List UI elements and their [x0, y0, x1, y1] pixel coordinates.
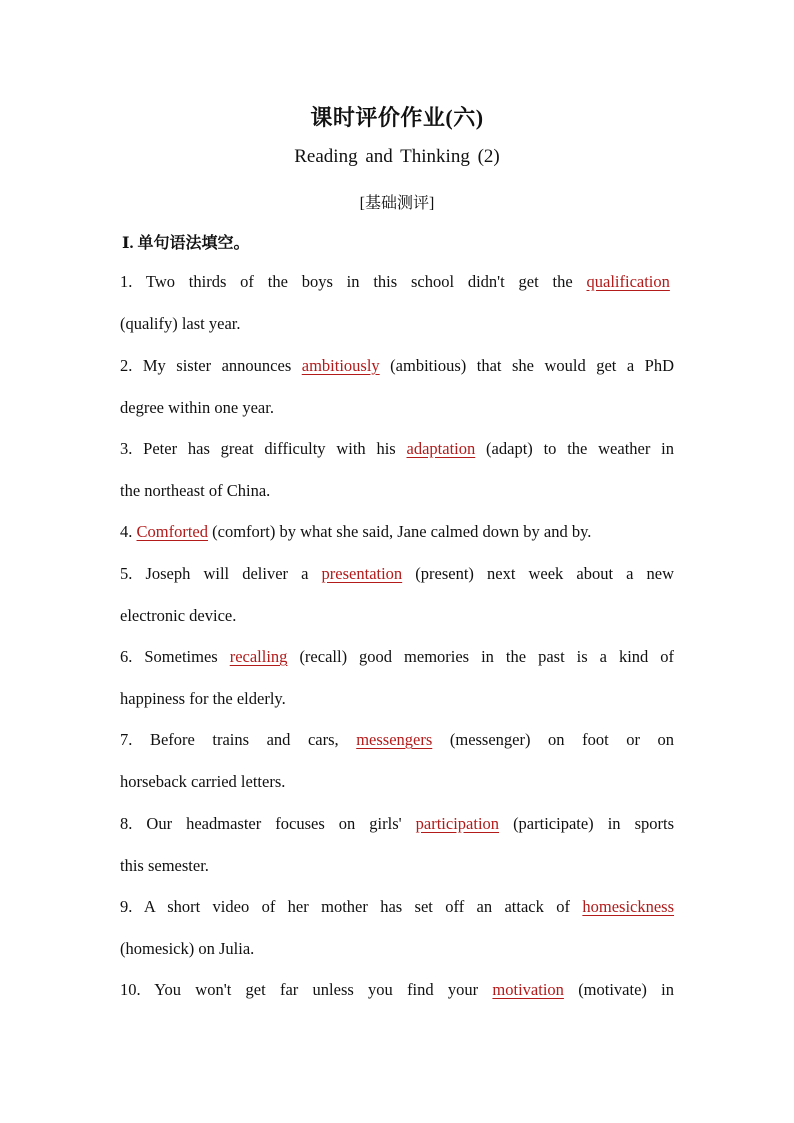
exercise-item-3-continued: the northeast of China. [120, 481, 271, 500]
answer-word: motivation [492, 980, 564, 999]
item-number: 10. [120, 980, 141, 999]
exercise-item-4 [120, 522, 674, 542]
item-text-after: (ambitious) that she would get a PhD [390, 356, 675, 375]
answer-word: recalling [229, 647, 288, 666]
exercise-item-1 [120, 272, 674, 292]
answer-word: homesickness [582, 897, 675, 916]
exercise-item-6-continued: happiness for the elderly. [120, 689, 286, 708]
item-number: 5. [120, 564, 133, 583]
item-text-before: You won't get far unless you find your [154, 980, 479, 999]
exercise-item-8 [120, 814, 674, 834]
exercise-item-1-continued: (qualify) last year. [120, 314, 241, 333]
answer-word: messengers [356, 730, 433, 749]
item-text-before: My sister announces [142, 356, 292, 375]
item-text-before: Peter has great difficulty with his [143, 439, 396, 458]
item-number: 7. [120, 730, 133, 749]
page-subtitle: Reading and Thinking (2) [294, 146, 500, 167]
exercise-item-8-continued: this semester. [120, 856, 209, 875]
answer-word: participation [415, 814, 500, 833]
item-text-before: A short video of her mother has set off an attack of [143, 897, 570, 916]
item-number: 9. [120, 897, 133, 916]
item-text-after: (present) next week about a new [415, 564, 675, 583]
item-text-after: (adapt) to the weather in [486, 439, 674, 458]
item-number: 6. [120, 647, 133, 666]
answer-word: adaptation [406, 439, 476, 458]
exercise-item-5-continued: electronic device. [120, 606, 237, 625]
exercise-item-10 [120, 980, 674, 1000]
answer-word: Comforted [136, 522, 208, 541]
exercise-item-7 [120, 730, 674, 750]
item-text-before: Our headmaster focuses on girls' [146, 814, 402, 833]
exercise-item-3 [120, 439, 674, 459]
exercise-item-5 [120, 564, 674, 584]
exercise-item-6 [120, 647, 674, 667]
item-text-before: Joseph will deliver a [145, 564, 309, 583]
item-text-after: (messenger) on foot or on [449, 730, 675, 749]
item-number: 4. [120, 522, 133, 541]
item-number: 1. [120, 272, 133, 291]
exercise-item-2 [120, 356, 674, 376]
item-number: 8. [120, 814, 133, 833]
item-number: 3. [120, 439, 133, 458]
exercise-item-2-continued: degree within one year. [120, 398, 274, 417]
exercise-item-9-continued: (homesick) on Julia. [120, 939, 255, 958]
item-text-after: (recall) good memories in the past is a kind of [299, 647, 675, 666]
part-heading: Ⅰ. 单句语法填空。 [122, 235, 250, 252]
page-title: 课时评价作业(六) [310, 105, 484, 130]
answer-word: qualification [586, 272, 670, 291]
exercise-item-7-continued: horseback carried letters. [120, 772, 286, 791]
answer-word: ambitiously [301, 356, 380, 375]
exercise-item-9 [120, 897, 674, 917]
item-text-after: (motivate) in [578, 980, 675, 999]
item-text-before: Sometimes [144, 647, 218, 666]
item-text-before: Before trains and cars, [149, 730, 339, 749]
item-text-after: (comfort) by what she said, Jane calmed down by and by. [212, 522, 592, 541]
item-number: 2. [120, 356, 133, 375]
item-text-before: Two thirds of the boys in this school didn't get the [145, 272, 573, 291]
answer-word: presentation [321, 564, 403, 583]
item-text-after: (participate) in sports [513, 814, 674, 833]
section-tag: [基础测评] [359, 195, 435, 212]
